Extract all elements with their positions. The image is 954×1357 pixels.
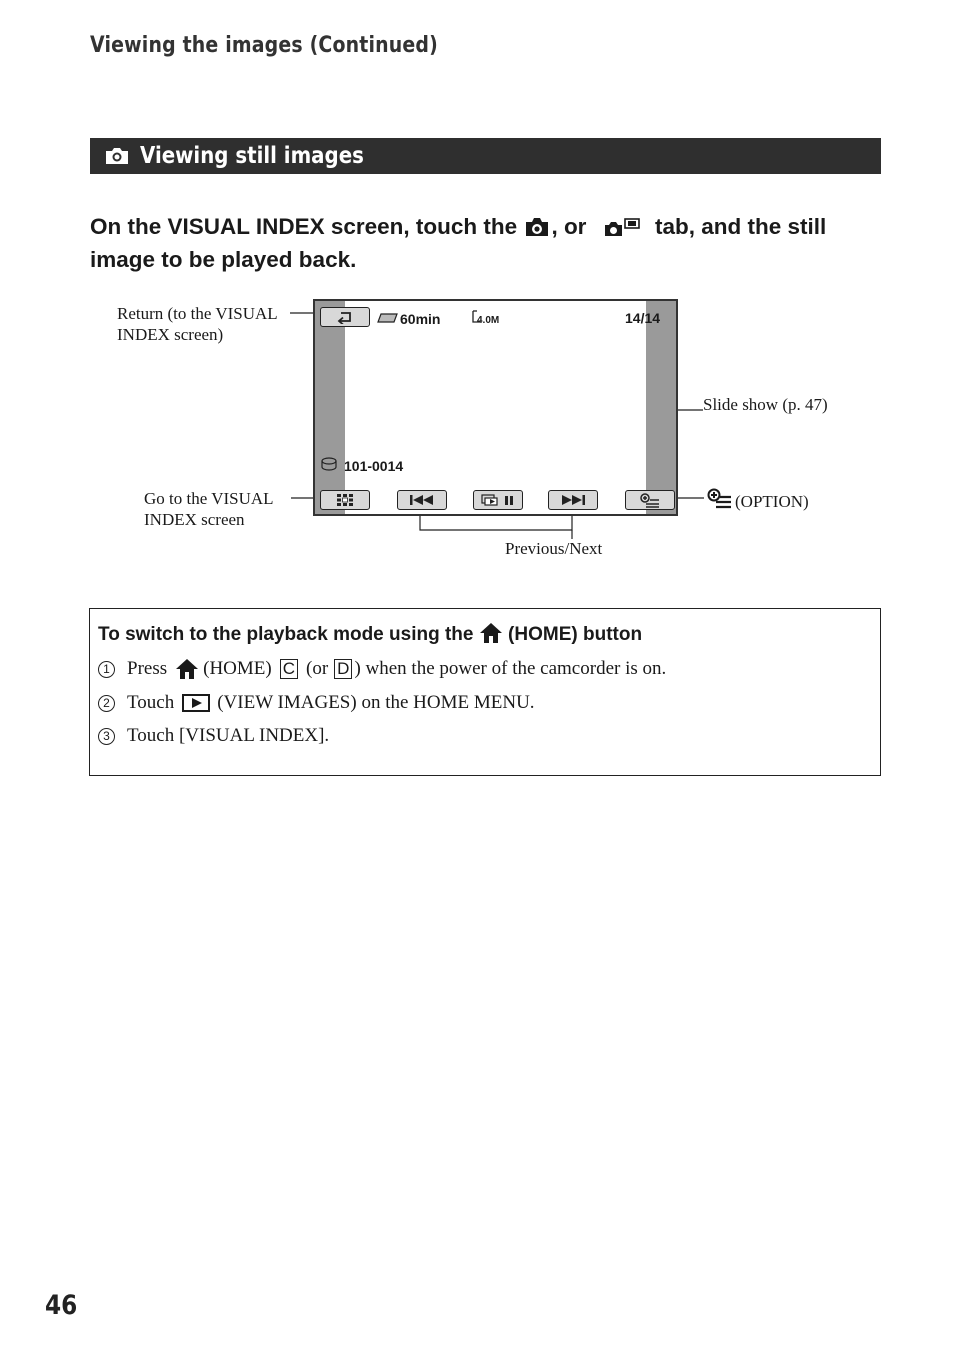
next-button[interactable] (548, 490, 598, 510)
slide-show-button[interactable] (473, 490, 523, 510)
step-3-text: Touch [VISUAL INDEX]. (127, 725, 330, 746)
instruction-part-3: tab, and the still image to be played back. (90, 214, 827, 272)
step-2-text-a: Touch (127, 692, 175, 713)
previous-button[interactable] (397, 490, 447, 510)
tip-step-1 (98, 658, 666, 680)
callout-slide-show: Slide show (p. 47) (703, 395, 828, 414)
lcd-screen (313, 299, 678, 516)
home-icon-step (175, 658, 199, 680)
step-number-2: 2 (98, 695, 115, 712)
tip-step-2 (98, 692, 535, 714)
playback-mode-tip-box (89, 608, 881, 776)
callout-return-line1: Return (to the VISUAL (117, 304, 278, 323)
image-size: 4.0M (477, 315, 500, 326)
running-head: Viewing the images (Continued) (90, 33, 438, 58)
home-icon (479, 622, 503, 650)
section-title: Viewing still images (140, 143, 364, 169)
step-2-text-b: (VIEW IMAGES) on the HOME MENU. (217, 692, 535, 713)
callout-go-index-line1: Go to the VISUAL (144, 489, 274, 508)
lcd-left-bar (315, 301, 345, 514)
instruction-part-1: On the VISUAL INDEX screen, touch the (90, 214, 518, 239)
tip-heading-part1: To switch to the playback mode using the (98, 624, 474, 645)
visual-index-button[interactable] (320, 490, 370, 510)
battery-remaining: 60min (400, 311, 441, 327)
key-d: D (334, 659, 352, 679)
index-grid-icon (337, 494, 353, 506)
callout-option-label: (OPTION) (735, 492, 809, 511)
skip-previous-icon (409, 494, 435, 506)
slide-show-pause-icon (481, 494, 515, 506)
tip-step-3 (98, 725, 329, 747)
step-1-text-c: (or (306, 658, 329, 679)
step-1-text-b: (HOME) (203, 658, 272, 679)
option-menu-icon (639, 493, 661, 508)
instruction-part-2: , or (551, 214, 587, 239)
return-button[interactable] (320, 307, 370, 327)
step-1-text-d: ) when the power of the camcorder is on. (354, 658, 667, 679)
file-number: 101-0014 (344, 458, 404, 474)
memory-stick-icon (320, 457, 338, 476)
callout-return-line2: INDEX screen) (117, 325, 224, 344)
skip-next-icon (560, 494, 586, 506)
view-images-icon (182, 694, 210, 712)
image-counter: 14/14 (625, 310, 661, 326)
callout-previous-next: Previous/Next (505, 539, 603, 558)
tip-heading (98, 622, 642, 650)
callout-go-index-line2: INDEX screen (144, 510, 245, 529)
key-c: C (280, 659, 298, 679)
battery-icon (377, 311, 399, 329)
step-number-3: 3 (98, 728, 115, 745)
step-1-text-a: Press (127, 658, 168, 679)
return-icon (335, 310, 355, 324)
step-number-1: 1 (98, 661, 115, 678)
page-number: 46 (45, 1290, 78, 1321)
lcd-right-bar (646, 301, 676, 514)
tip-heading-part2: (HOME) button (508, 624, 643, 645)
option-button[interactable] (625, 490, 675, 510)
